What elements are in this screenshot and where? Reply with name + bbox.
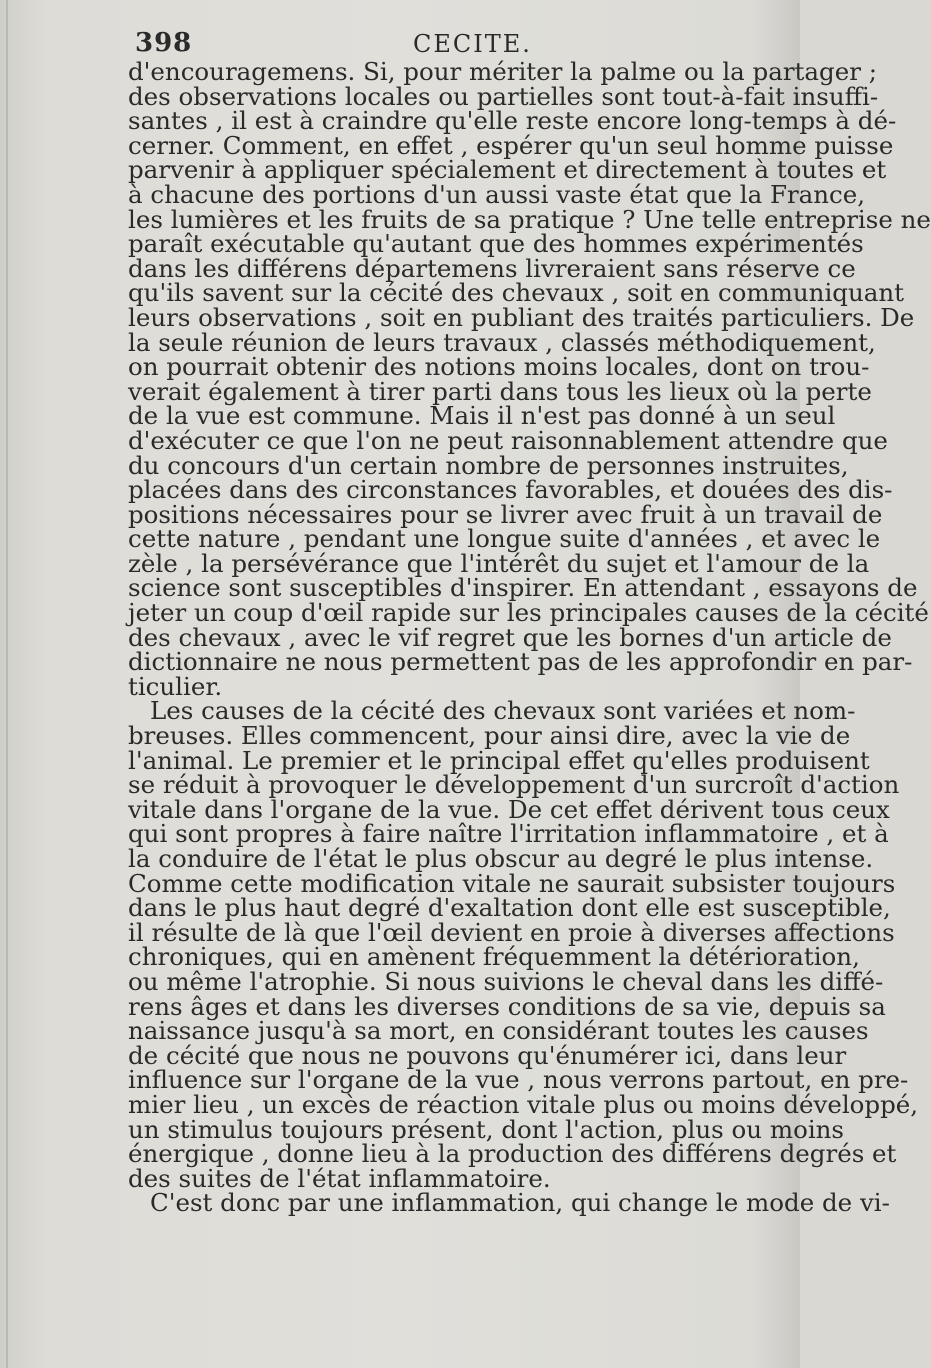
text-line: des observations locales ou partielles sont tout-à-fait insuffi-	[128, 81, 879, 111]
text-line: positions nécessaires pour se livrer avec fruit à un travail de	[128, 499, 883, 529]
text-line: zèle , la persévérance que l'intérêt du sujet et l'amour de la	[128, 548, 870, 578]
running-title: CECITE.	[413, 30, 532, 58]
text-line: des chevaux , avec le vif regret que les bornes d'un article de	[128, 622, 892, 652]
text-line: énergique , donne lieu à la production des différens degrés et	[128, 1139, 897, 1169]
text-line: Comme cette modification vitale ne saurait subsister toujours	[128, 868, 896, 898]
text-line: dans les différens départemens livreraient sans réserve ce	[128, 253, 856, 283]
text-line: chroniques, qui en amènent fréquemment la détérioration,	[128, 942, 860, 972]
text-line: parvenir à appliquer spécialement et directement à toutes et	[128, 155, 887, 185]
text-line: d'exécuter ce que l'on ne peut raisonnablement attendre que	[128, 425, 888, 455]
text-line: ou même l'atrophie. Si nous suivions le cheval dans les diffé-	[128, 966, 884, 996]
text-line: les lumières et les fruits de sa pratique ? Une telle entreprise ne	[128, 204, 931, 234]
text-line: santes , il est à craindre qu'elle reste encore long-temps à dé-	[128, 106, 897, 136]
body-text	[128, 57, 931, 1218]
paragraph-start-line: C'est donc par une inflammation, qui change le mode de vi-	[150, 1188, 890, 1218]
text-line: à chacune des portions d'un aussi vaste état que la France,	[128, 179, 866, 209]
paragraph-start-line: Les causes de la cécité des chevaux sont variées et nom-	[150, 696, 856, 726]
text-line: placées dans des circonstances favorables, et douées des dis-	[128, 475, 893, 505]
page-number: 398	[135, 28, 193, 58]
text-line: paraît exécutable qu'autant que des hommes expérimentés	[128, 229, 864, 259]
text-line: la seule réunion de leurs travaux , classés méthodiquement,	[128, 327, 876, 357]
text-line: jeter un coup d'œil rapide sur les principales causes de la cécité	[128, 598, 929, 628]
paragraph-end-line: ticulier.	[128, 671, 223, 701]
text-line: un stimulus toujours présent, dont l'action, plus ou moins	[128, 1114, 845, 1144]
text-line: breuses. Elles commencent, pour ainsi dire, avec la vie de	[128, 721, 851, 751]
page-gutter-edge	[6, 0, 8, 1368]
text-line: cette nature , pendant une longue suite d'années , et avec le	[128, 524, 881, 554]
text-line: il résulte de là que l'œil devient en proie à diverses affections	[128, 917, 895, 947]
text-line: influence sur l'organe de la vue , nous verrons partout, en pre-	[128, 1065, 909, 1095]
text-line: cerner. Comment, en effet , espérer qu'un seul homme puisse	[128, 130, 894, 160]
text-line: dans le plus haut degré d'exaltation dont elle est susceptible,	[128, 893, 891, 923]
text-line: qu'ils savent sur la cécité des chevaux , soit en communiquant	[128, 278, 904, 308]
text-line: d'encouragemens. Si, pour mériter la palme ou la partager ;	[128, 57, 877, 86]
text-line: dictionnaire ne nous permettent pas de les approfondir en par-	[128, 647, 913, 677]
text-line: qui sont propres à faire naître l'irritation inflammatoire , et à	[128, 819, 889, 849]
text-line: rens âges et dans les diverses conditions de sa vie, depuis sa	[128, 991, 886, 1021]
text-line: de la vue est commune. Mais il n'est pas donné à un seul	[128, 401, 836, 431]
text-line: de cécité que nous ne pouvons qu'énumérer ici, dans leur	[128, 1040, 847, 1070]
text-line: verait également à tirer parti dans tous les lieux où la perte	[128, 376, 872, 406]
text-line: l'animal. Le premier et le principal effet qu'elles produisent	[128, 745, 870, 775]
text-line: naissance jusqu'à sa mort, en considérant toutes les causes	[128, 1016, 869, 1046]
paragraph-end-line: des suites de l'état inflammatoire.	[128, 1163, 551, 1193]
text-line: on pourrait obtenir des notions moins locales, dont on trou-	[128, 352, 870, 382]
text-line: vitale dans l'organe de la vue. De cet effet dérivent tous ceux	[128, 794, 890, 824]
text-line: mier lieu , un excès de réaction vitale plus ou moins développé,	[128, 1089, 919, 1119]
text-line: la conduire de l'état le plus obscur au degré le plus intense.	[128, 844, 874, 873]
text-line: du concours d'un certain nombre de personnes instruites,	[128, 450, 849, 480]
text-line: leurs observations , soit en publiant des traités particuliers. De	[128, 302, 915, 332]
text-line: science sont susceptibles d'inspirer. En attendant , essayons de	[128, 573, 918, 603]
text-line: se réduit à provoquer le développement d'un surcroît d'action	[128, 770, 900, 800]
